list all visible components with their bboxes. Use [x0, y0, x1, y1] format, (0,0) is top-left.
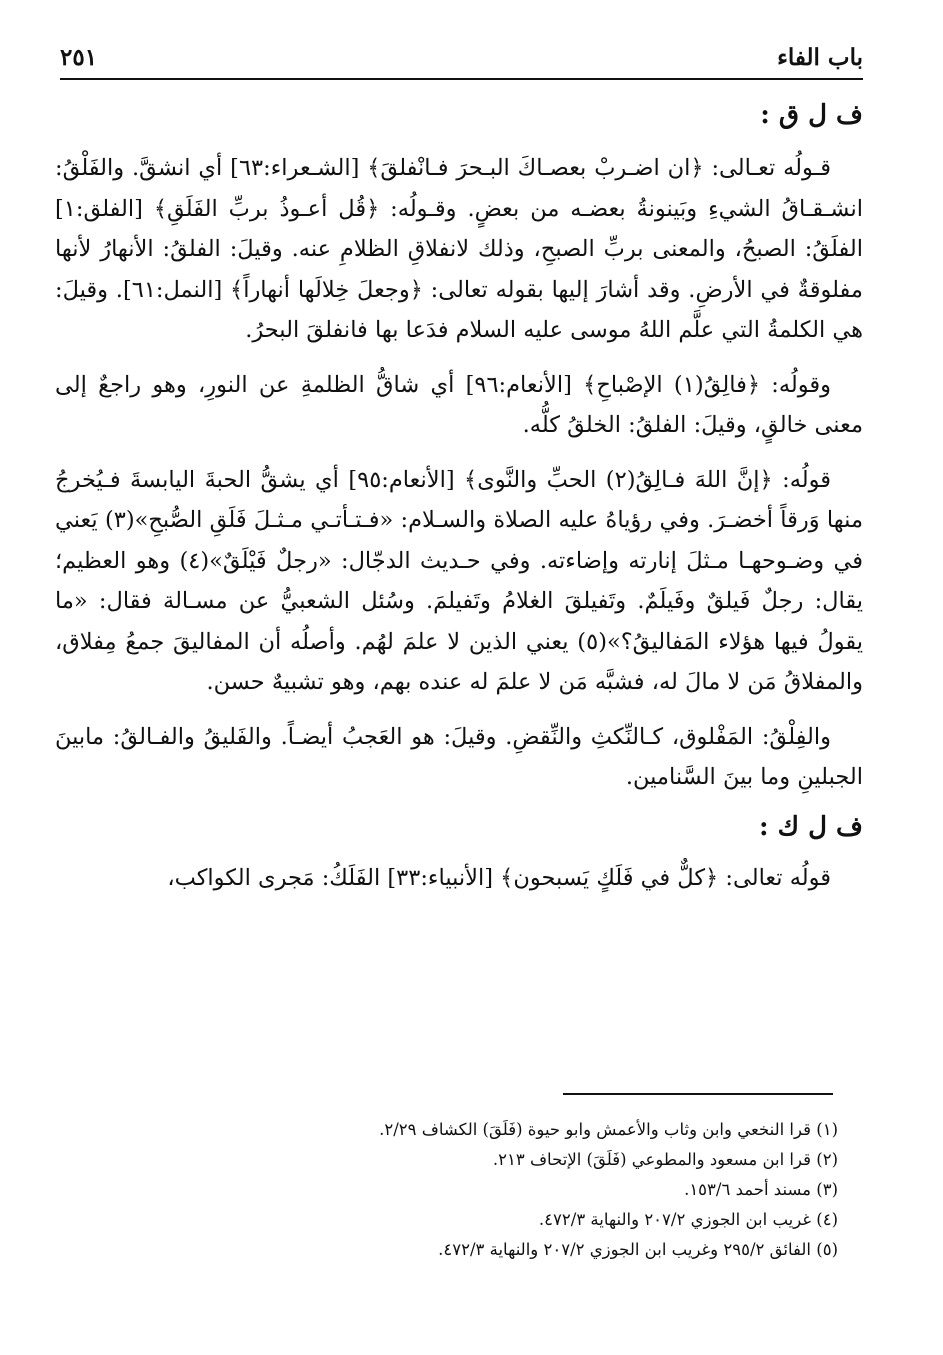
footnote: (٥) الفائق ٢٩٥/٢ وغريب ابن الجوزي ٢٠٧/٢ والنهاية ٤٧٢/٣.: [438, 1240, 838, 1259]
page-header: [60, 38, 863, 78]
footnote: (٢) قرا ابن مسعود والمطوعي (فَلَقَ) الإتحاف ٢١٣.: [492, 1150, 838, 1169]
paragraph: قولُه: ﴿إنَّ اللهَ فـالِقُ(٢) الحبِّ والنَّوى﴾ [الأنعام:٩٥] أي يشقُّ الحبةَ اليابسةَ فـيُخرجُ منها وَرقاً أخضـرَ. وفي رؤياهُ عليه الصلاة والسـلام: «فـتـأتـي مـثـلَ فَلَقِ الصُّبحِ»(٣) يَعني في وضـوحهـا مـثلَ إنارته وإضاءته. وفي حـديث الدجّال: «رجلٌ فَيْلَقٌ»(٤) وهو العظيم؛ يقال: رجلٌ فَيلقٌ وفَيلَمٌ. وتَفيلقَ الغلامُ وتَفيلمَ. وسُئل الشعبيُّ عن مسـالة فقال: «ما يقولُ فيها هؤلاء المَفاليقُ؟»(٥) يعني الذين لا علمَ لهُم. وأصلُه أن المفاليقَ جمعُ مِفلاق، والمفلاقُ مَن لا مالَ له، فشبَّه مَن لا علمَ له عنده بهم، وهو تشبيهٌ حسن.: [55, 466, 864, 695]
paragraph: وقولُه: ﴿فالِقُ(١) الإصْباحِ﴾ [الأنعام:٩٦] أي شاقُّ الظلمةِ عن النورِ، وهو راجعٌ إلى معنى خالقٍ، وقيلَ: الفلقُ: الخلقُ كلُّه.: [55, 371, 863, 438]
page-body: [55, 100, 863, 912]
footnote: (٤) غريب ابن الجوزي ٢٠٧/٢ والنهاية ٤٧٢/٣.: [538, 1210, 838, 1229]
footnotes: [78, 1115, 838, 1265]
chapter-title: باب الفاء: [777, 44, 863, 71]
section-heading-flk: ف ل ك :: [758, 811, 863, 842]
paragraph: قولُه تعالى: ﴿كلٌّ في فَلَكٍ يَسبحون﴾ [الأنبياء:٣٣] الفَلَكُ: مَجرى الكواكب،: [167, 864, 831, 891]
footnote: (١) قرا النخعي وابن وثاب والأعمش وابو حيوة (فَلَقَ) الكشاف ٢/٢٩.: [379, 1120, 838, 1139]
page-number: ٢٥١: [60, 44, 98, 71]
section-heading-flq: ف ل ق :: [760, 100, 863, 130]
header-rule: [60, 78, 863, 80]
footnote: (٣) مسند أحمد ١٥٣/٦.: [684, 1180, 838, 1199]
footnote-rule: [563, 1093, 833, 1095]
paragraph: قـولُه تعـالى: ﴿ان اضـربْ بعصـاكَ البـحرَ فـانْفلقَ﴾ [الشـعراء:٦٣] أي انشقَّ. والفَلْقُ: انشـقـاقُ الشيءِ وبَينونةُ بعضـه من بعضٍ. وقـولُه: ﴿قُل أعـوذُ بربِّ الفَلَقِ﴾ [الفلق:١] الفلَقُ: الصبحُ، والمعنى بربِّ الصبحِ، وذلك لانفلاقِ الظلامِ عنه. وقيلَ: الفلقُ: الأنهارُ لأنها مفلوقةٌ في الأرضِ. وقد أشارَ إليها بقوله تعالى: ﴿وجعلَ خِلالَها أنهاراً﴾ [النمل:٦١]. وقيلَ: هي الكلمةُ التي علَّم اللهُ موسى عليه السلام فدَعا بها فانفلقَ البحرُ.: [55, 155, 863, 343]
paragraph: والفِلْقُ: المَفْلوق، كـالنِّكثِ والنِّقضِ. وقيلَ: هو العَجبُ أيضـاً. والفَليقُ والفـالقُ: مابينَ الجبلينِ وما بينَ السَّنامين.: [55, 723, 863, 790]
